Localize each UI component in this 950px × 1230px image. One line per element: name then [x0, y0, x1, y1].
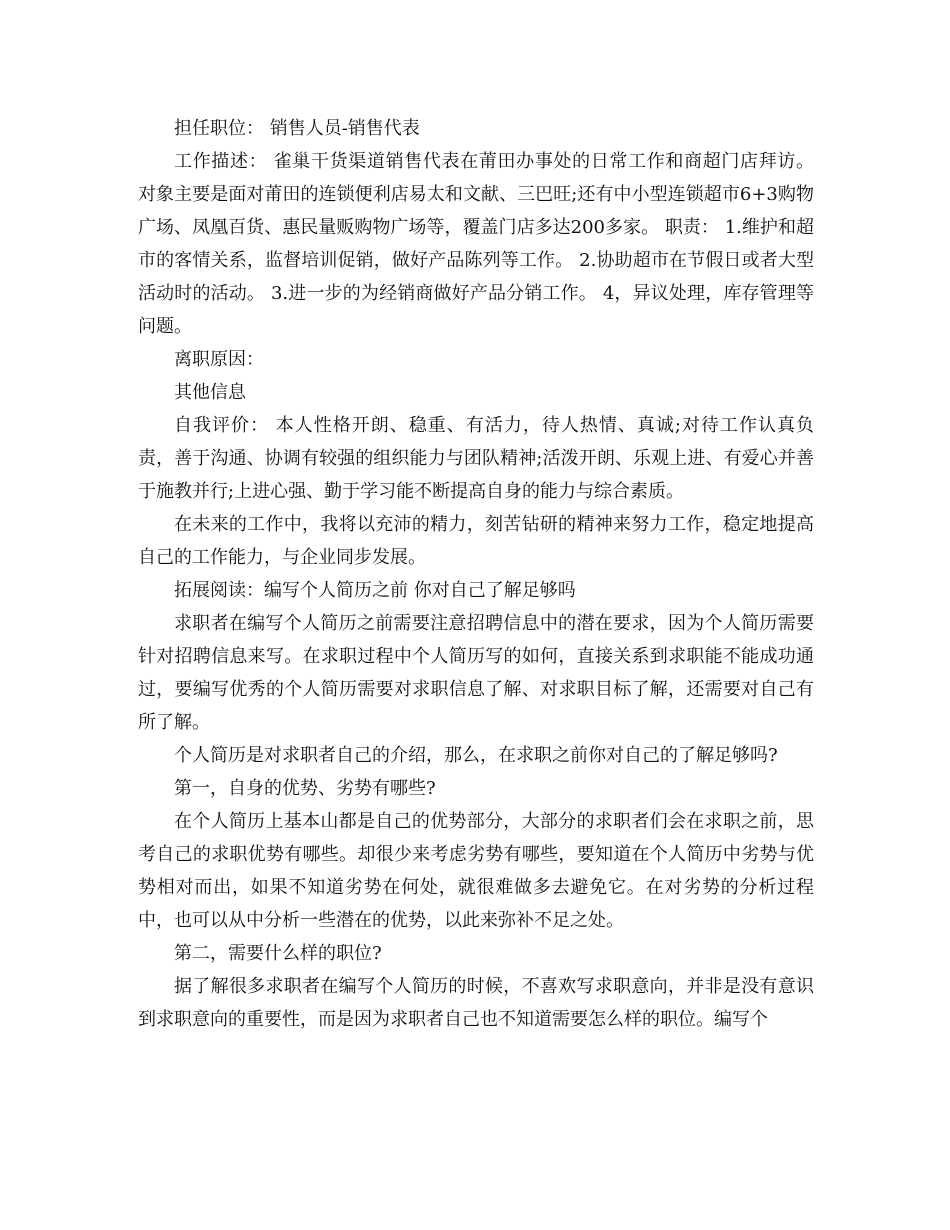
job-description-paragraph: 工作描述： 雀巢干货渠道销售代表在莆田办事处的日常工作和商超门店拜访。 对象主要是面对莆田的连锁便利店易太和文献、三巴旺;还有中小型连锁超市6+3购物广场、凤凰百货、惠民量贩购物广场等，覆盖门店多达200多家。 职责： 1.维护和超市的客情关系，监督培训促销，做好产品陈列等工作。 2.协助超市在节假日或者大型活动时的活动。 3.进一步的为经销商做好产品分销工作。 4，异议处理，库存管理等问题。	[138, 151, 814, 337]
future-plan-paragraph: 在未来的工作中，我将以充沛的精力，刻苦钻研的精神来努力工作，稳定地提高自己的工作能力，与企业同步发展。	[138, 514, 814, 568]
section-second-heading: 第二，需要什么样的职位?	[174, 943, 382, 964]
extended-reading-heading: 拓展阅读：编写个人简历之前 你对自己了解足够吗	[174, 580, 576, 601]
document-page	[138, 112, 814, 1036]
other-info-heading: 其他信息	[174, 382, 246, 403]
self-knowledge-question: 个人简历是对求职者自己的介绍，那么，在求职之前你对自己的了解足够吗?	[174, 745, 778, 766]
resume-intro-paragraph: 求职者在编写个人简历之前需要注意招聘信息中的潜在要求，因为个人简历需要针对招聘信息来写。在求职过程中个人简历写的如何，直接关系到求职能不能成功通过，要编写优秀的个人简历需要对求职信息了解、对求职目标了解，还需要对自己有所了解。	[138, 613, 814, 733]
position-line: 担任职位： 销售人员-销售代表	[174, 118, 420, 139]
section-first-heading: 第一，自身的优势、劣势有哪些?	[174, 778, 436, 799]
strengths-weaknesses-paragraph: 在个人简历上基本山都是自己的优势部分，大部分的求职者们会在求职之前，思考自己的求职优势有哪些。却很少来考虑劣势有哪些，要知道在个人简历中劣势与优势相对而出，如果不知道劣势在何处，就很难做多去避免它。在对劣势的分析过程中，也可以从中分析一些潜在的优势，以此来弥补不足之处。	[138, 811, 814, 931]
job-intention-paragraph: 据了解很多求职者在编写个人简历的时候，不喜欢写求职意向，并非是没有意识到求职意向的重要性，而是因为求职者自己也不知道需要怎么样的职位。编写个	[138, 976, 814, 1030]
self-evaluation-paragraph: 自我评价： 本人性格开朗、稳重、有活力，待人热情、真诚;对待工作认真负责，善于沟通、协调有较强的组织能力与团队精神;活泼开朗、乐观上进、有爱心并善于施教并行;上进心强、勤于学习能不断提高自身的能力与综合素质。	[138, 415, 814, 502]
leaving-reason-line: 离职原因：	[174, 349, 264, 370]
